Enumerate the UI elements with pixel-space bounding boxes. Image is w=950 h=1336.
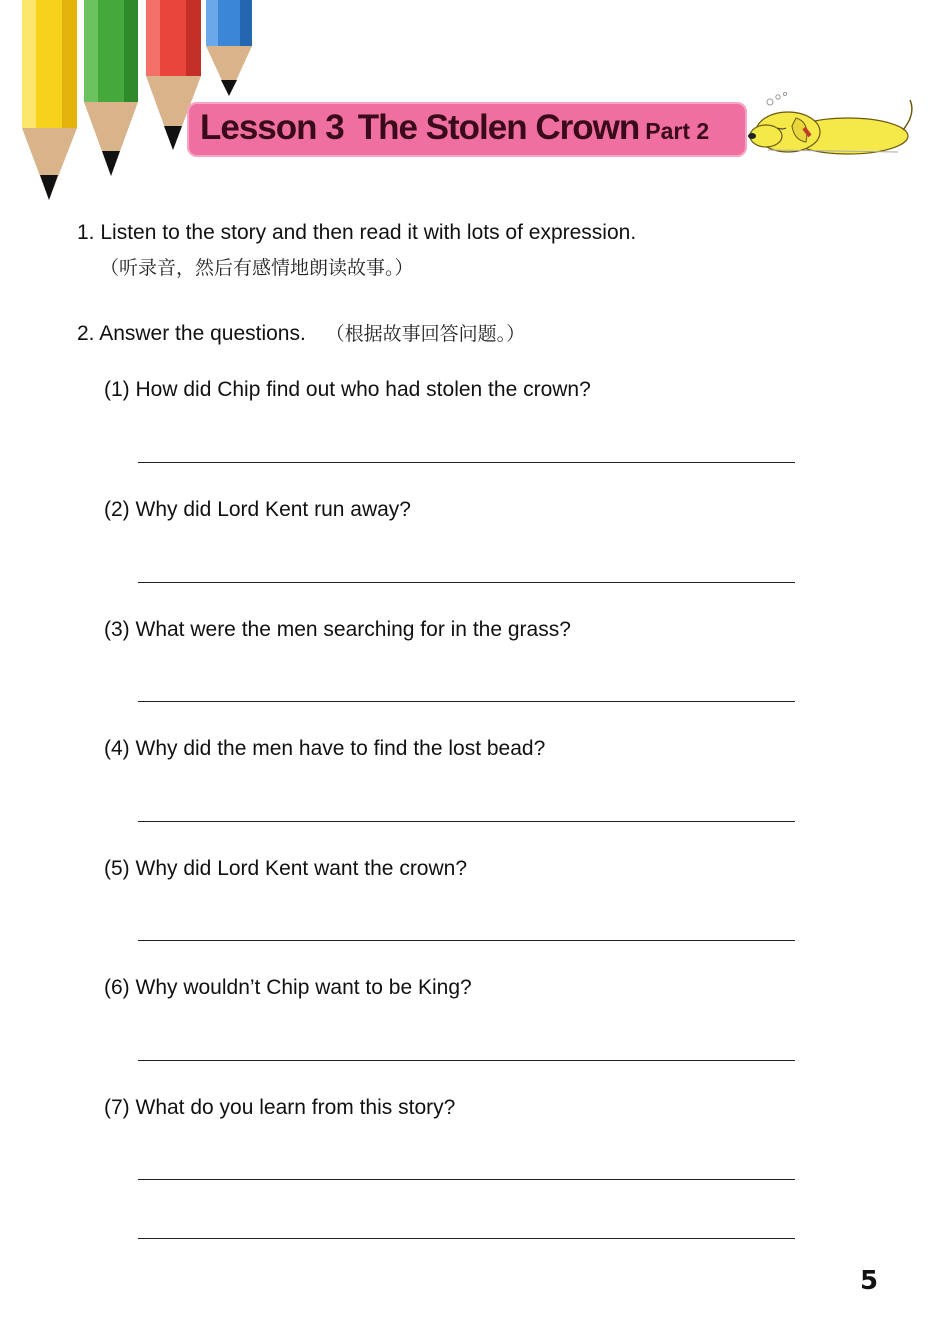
answer-line-1[interactable]: [138, 462, 795, 463]
instruction-2-text: Answer the questions.: [99, 322, 306, 345]
lesson-title: The Stolen Crown: [357, 108, 640, 147]
page-title: [200, 108, 709, 148]
lesson-number: Lesson 3: [200, 108, 344, 147]
instruction-1-text: Listen to the story and then read it with lots of expression.: [100, 221, 637, 244]
instruction-2: [77, 319, 525, 346]
lesson-part: Part 2: [645, 118, 710, 144]
yellow-pencil-icon: [22, 0, 77, 200]
answer-line-5[interactable]: [138, 940, 795, 941]
question-7: (7) What do you learn from this story?: [104, 1096, 456, 1119]
question-3: (3) What were the men searching for in the grass?: [104, 618, 571, 641]
question-6: (6) Why wouldn’t Chip want to be King?: [104, 976, 472, 999]
answer-line-2[interactable]: [138, 582, 795, 583]
sleeping-dog-icon: [748, 92, 920, 158]
question-4: (4) Why did the men have to find the lost bead?: [104, 737, 546, 760]
answer-line-3[interactable]: [138, 701, 795, 702]
answer-line-4[interactable]: [138, 821, 795, 822]
instruction-2-chinese: （根据故事回答问题。）: [325, 323, 526, 345]
answer-line-7b[interactable]: [138, 1238, 795, 1239]
answer-line-7a[interactable]: [138, 1179, 795, 1180]
question-5: (5) Why did Lord Kent want the crown?: [104, 857, 468, 880]
instruction-2-number: 2.: [77, 322, 95, 345]
instruction-1-chinese: （听录音，然后有感情地朗读故事。）: [100, 257, 414, 279]
instruction-1: [77, 221, 636, 245]
blue-pencil-icon: [206, 0, 252, 96]
question-2: (2) Why did Lord Kent run away?: [104, 498, 411, 521]
green-pencil-icon: [84, 0, 138, 176]
answer-line-6[interactable]: [138, 1060, 795, 1061]
page-number: 5: [860, 1266, 879, 1296]
question-1: (1) How did Chip find out who had stolen the crown?: [104, 378, 591, 401]
instruction-1-number: 1.: [77, 221, 95, 244]
